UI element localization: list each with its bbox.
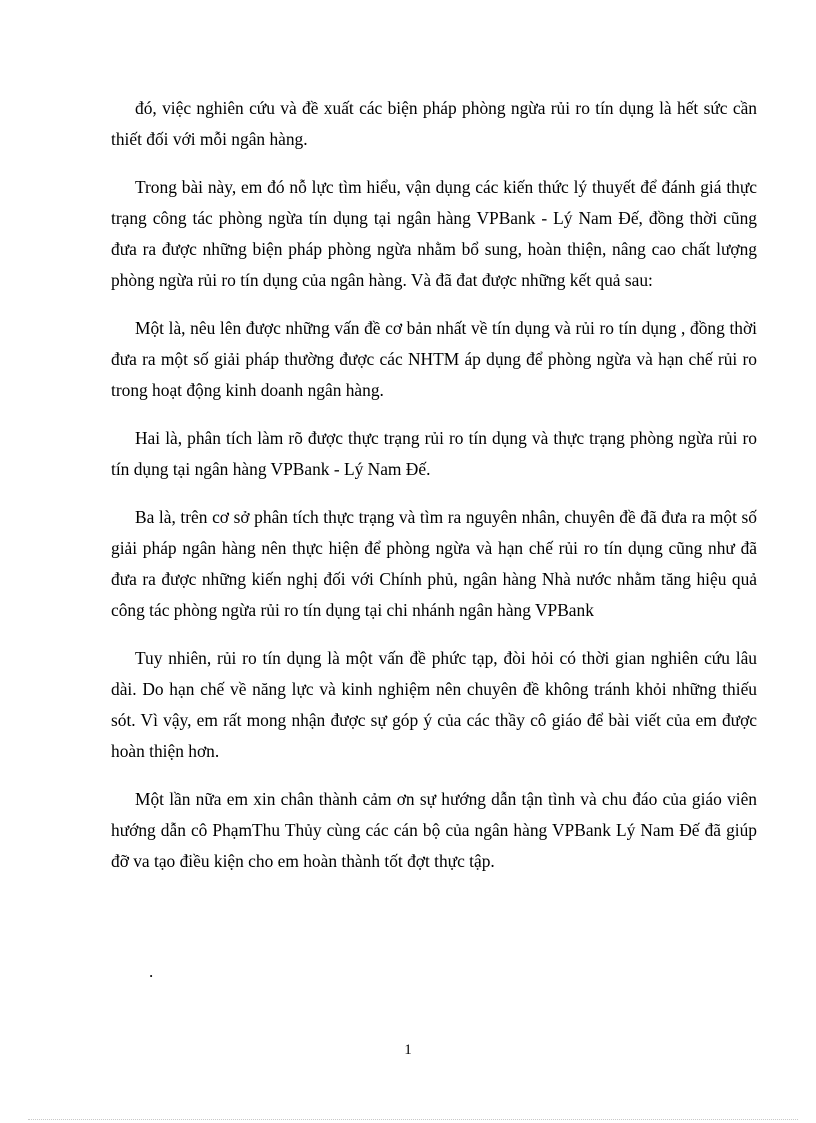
page-number: 1 [404, 1042, 412, 1058]
paragraph-acknowledgement: Một lần nữa em xin chân thành cảm ơn sự hướng dẫn tận tình và chu đáo của giáo viên hướng dẫn cô PhạmThu Thủy cùng các cán bộ của ngân hàng VPBank Lý Nam Đế đã giúp đỡ va tạo điều kiện cho em hoàn thành tốt đợt thực tập. [111, 789, 757, 871]
paragraph-result-two: Hai là, phân tích làm rõ được thực trạng rủi ro tín dụng và thực trạng phòng ngừa rủi ro tín dụng tại ngân hàng VPBank - Lý Nam Đế. [111, 428, 757, 479]
paragraph-continuation: đó, việc nghiên cứu và đề xuất các biện pháp phòng ngừa rủi ro tín dụng là hết sức cần thiết đối với mỗi ngân hàng. [111, 98, 757, 149]
paragraph-intro: Trong bài này, em đó nỗ lực tìm hiểu, vận dụng các kiến thức lý thuyết để đánh giá thực trạng công tác phòng ngừa tín dụng tại ngân hàng VPBank - Lý Nam Đế, đồng thời cũng đưa ra được những biện pháp phòng ngừa nhằm bổ sung, hoàn thiện, nâng cao chất lượng phòng ngừa rủi ro tín dụng của ngân hàng. Và đã đat được những kết quả sau: [111, 177, 757, 290]
body-text [111, 93, 757, 894]
stray-period-mark: . [149, 962, 154, 981]
paragraph-limitations: Tuy nhiên, rủi ro tín dụng là một vấn đề phức tạp, đòi hỏi có thời gian nghiên cứu lâu dài. Do hạn chế về năng lực và kinh nghiệm nên chuyên đề không tránh khỏi những thiếu sót. Vì vậy, em rất mong nhận được sự góp ý của các thầy cô giáo để bài viết của em được hoàn thiện hơn. [111, 648, 757, 761]
paragraph-result-one: Một là, nêu lên được những vấn đề cơ bản nhất về tín dụng và rủi ro tín dụng , đồng thời đưa ra một số giải pháp thường được các NHTM áp dụng để phòng ngừa và hạn chế rủi ro trong hoạt động kinh doanh ngân hàng. [111, 318, 757, 400]
page-bottom-divider [28, 1119, 798, 1120]
paragraph-result-three: Ba là, trên cơ sở phân tích thực trạng và tìm ra nguyên nhân, chuyên đề đã đưa ra một số giải pháp ngân hàng nên thực hiện để phòng ngừa và hạn chế rủi ro tín dụng cũng như đã đưa ra được những kiến nghị đối với Chính phủ, ngân hàng Nhà nước nhằm tăng hiệu quả công tác phòng ngừa rủi ro tín dụng tại chi nhánh ngân hàng VPBank [111, 507, 757, 620]
